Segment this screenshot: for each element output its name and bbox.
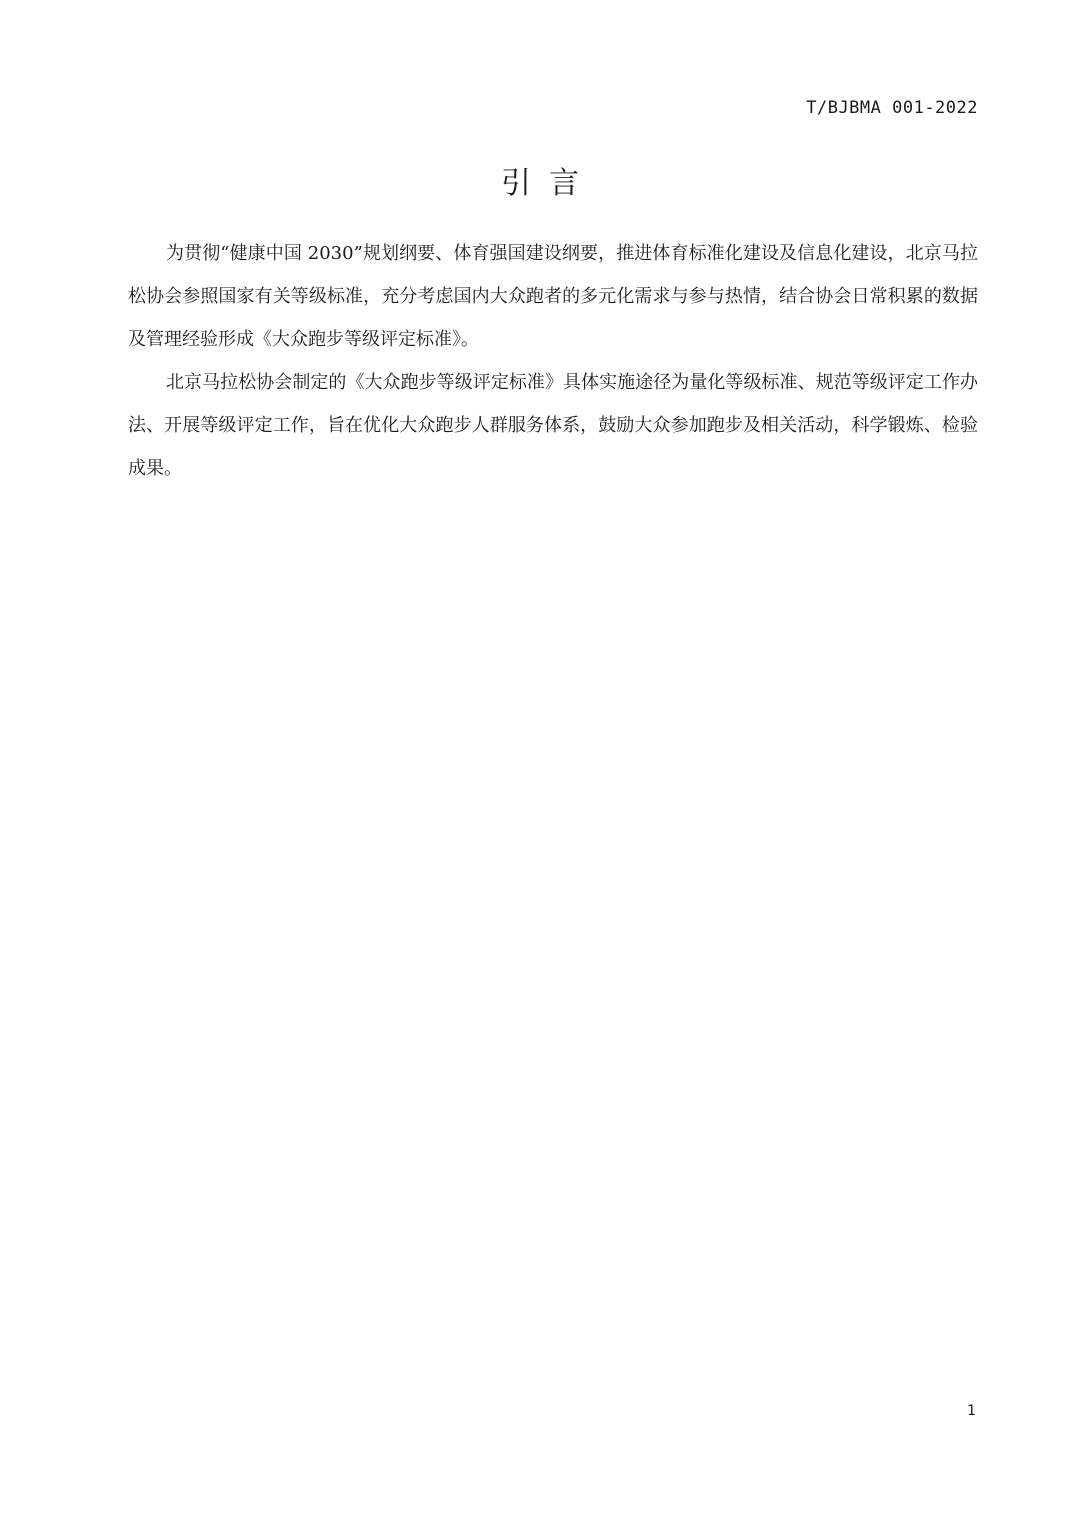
page-number: 1 xyxy=(967,1403,976,1419)
paragraph-1: 为贯彻“健康中国 2030”规划纲要、体育强国建设纲要，推进体育标准化建设及信息化建设，北京马拉松协会参照国家有关等级标准，充分考虑国内大众跑者的多元化需求与参与热情，结合协会日常积累的数据及管理经验形成《大众跑步等级评定标准》。 xyxy=(128,243,978,350)
document-code: T/BJBMA 001-2022 xyxy=(806,98,978,118)
body-text xyxy=(128,232,978,490)
page-title: 引言 xyxy=(501,166,597,201)
paragraph-2: 北京马拉松协会制定的《大众跑步等级评定标准》具体实施途径为量化等级标准、规范等级评定工作办法、开展等级评定工作，旨在优化大众跑步人群服务体系，鼓励大众参加跑步及相关活动，科学锻炼、检验成果。 xyxy=(128,372,978,479)
